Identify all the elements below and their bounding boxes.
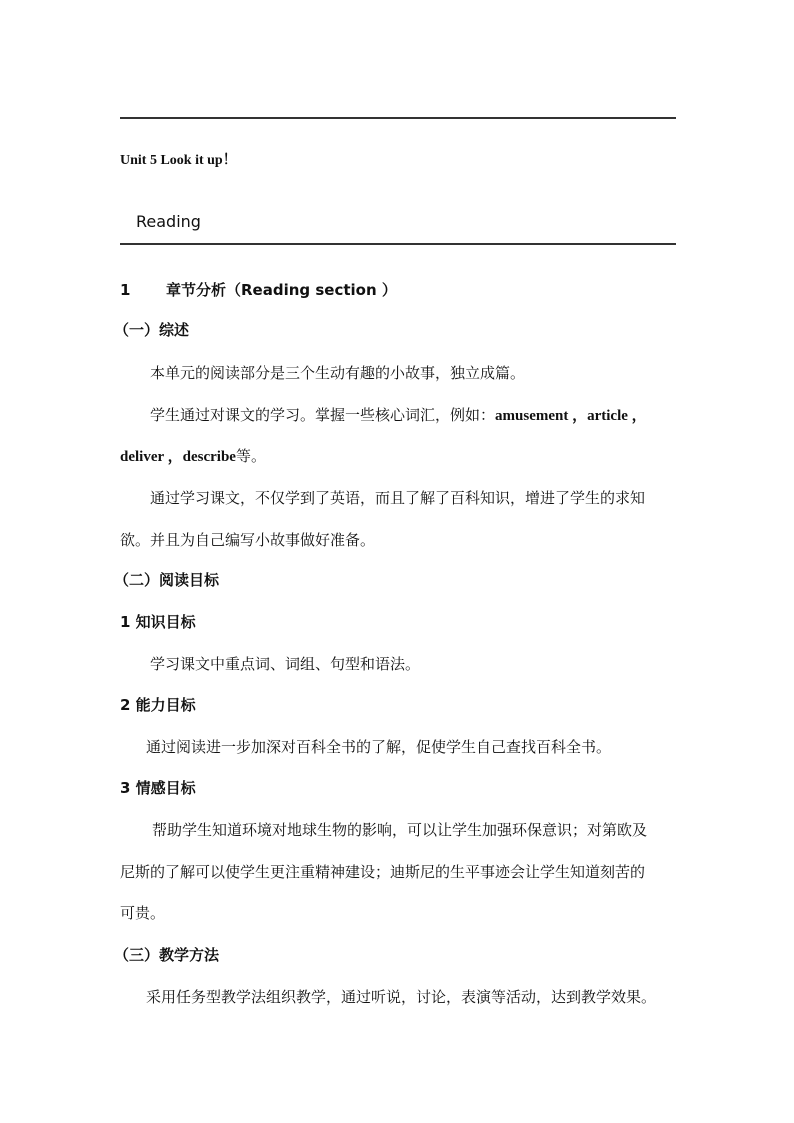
goal3-line2: 尼斯的了解可以使学生更注重精神建设；迪斯尼的生平事迹会让学生知道刻苦的 <box>120 863 646 881</box>
overview-p3-line1: 通过学习课文，不仅学到了英语，而且了解了百科知识，增进了学生的求知 <box>150 489 646 507</box>
goal1-text: 学习课文中重点词、词组、句型和语法。 <box>150 655 421 673</box>
unit-title: Unit 5 Look it up！ <box>120 153 237 168</box>
heading-title: 章节分析（Reading section ） <box>166 281 397 299</box>
goal2-title: 2 能力目标 <box>120 696 196 714</box>
heading-number: 1 <box>120 281 131 299</box>
overview-p2-cn: 学生通过对课文的学习。掌握一些核心词汇，例如： <box>150 406 496 424</box>
section-label: Reading <box>136 212 201 231</box>
top-rule <box>120 117 676 119</box>
overview-p3-line2: 欲。并且为自己编写小故事做好准备。 <box>120 531 376 549</box>
vocab-words: amusement ，article ， <box>495 408 647 424</box>
goal3-title: 3 情感目标 <box>120 779 196 797</box>
methods-title: （三）教学方法 <box>114 946 220 964</box>
overview-p1: 本单元的阅读部分是三个生动有趣的小故事，独立成篇。 <box>150 364 526 382</box>
overview-p2-end: 等。 <box>235 447 266 465</box>
overview-p2-line2 <box>120 446 266 467</box>
vocab-words-2: deliver ，describe <box>120 449 236 465</box>
goal1-title: 1 知识目标 <box>120 613 196 631</box>
goals-title: （二）阅读目标 <box>114 571 220 589</box>
goal3-line1: 帮助学生知道环境对地球生物的影响，可以让学生加强环保意识；对第欧及 <box>152 821 648 839</box>
overview-title: （一）综述 <box>114 321 190 339</box>
goal2-text: 通过阅读进一步加深对百科全书的了解，促使学生自己查找百科全书。 <box>146 738 612 756</box>
overview-p2-line1 <box>150 405 647 426</box>
goal3-line3: 可贵。 <box>120 904 166 922</box>
methods-text: 采用任务型教学法组织教学，通过听说，讨论，表演等活动，达到教学效果。 <box>146 988 657 1006</box>
section-rule <box>120 243 676 245</box>
